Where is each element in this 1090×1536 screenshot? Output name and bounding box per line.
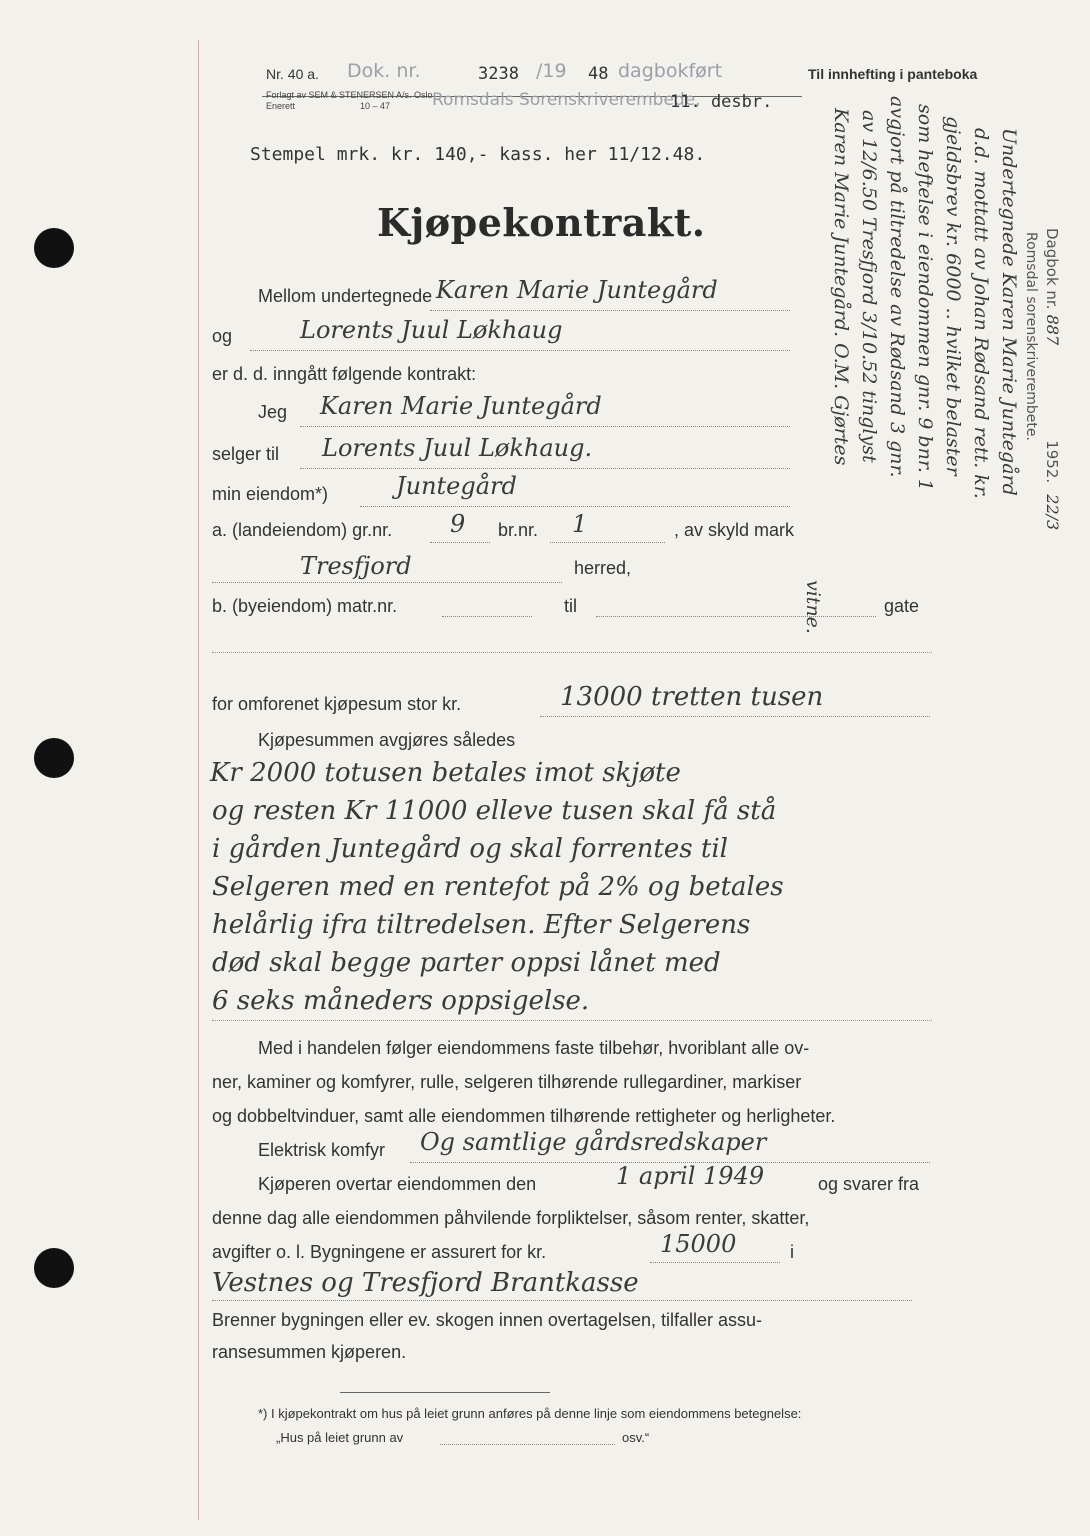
publisher-line-3: 10 – 47 xyxy=(360,101,391,111)
margin-date-value: 22/3 xyxy=(1043,494,1062,531)
panteboka-note: Til innhefting i panteboka xyxy=(808,66,978,82)
herred-value: Tresfjord xyxy=(300,552,412,580)
form-number: Nr. 40 a. xyxy=(266,66,319,82)
margin-note-line xyxy=(802,580,824,634)
margin-note-line xyxy=(970,128,992,499)
margin-note-line xyxy=(998,128,1020,496)
footnote-line: *) I kjøpekontrakt om hus på leiet grunn anføres på denne linje som eiendommens betegnelse: xyxy=(258,1406,802,1421)
insurer-value: Vestnes og Tresfjord Brantkasse xyxy=(212,1268,639,1298)
stamp-office: Romsdals Sorenskriverembede, xyxy=(432,90,701,110)
jeg-value: Karen Marie Juntegård xyxy=(320,392,602,420)
landeiendom-label: a. (landeiendom) gr.nr. xyxy=(212,520,393,540)
terms-line: og dobbeltvinduer, samt alle eiendommen tilhørende rettigheter og herligheter. xyxy=(212,1106,836,1126)
dok-year: 48 xyxy=(588,64,609,84)
gate-label: gate xyxy=(884,596,920,616)
margin-note-text: vitne. xyxy=(802,580,824,634)
dok-number: 3238 xyxy=(478,64,519,84)
blank-line xyxy=(212,652,932,653)
og-value: Lorents Juul Løkhaug xyxy=(300,316,563,344)
fill-line xyxy=(650,1262,780,1263)
terms-line: denne dag alle eiendommen påhvilende forpliktelser, såsom renter, skatter, xyxy=(212,1208,810,1228)
grnr-value: 9 xyxy=(450,510,466,538)
fill-line xyxy=(442,616,532,617)
eiendom-value: Juntegård xyxy=(396,472,517,500)
header-date: 11. desbr. xyxy=(670,92,773,112)
brnr-label: br.nr. xyxy=(498,520,539,540)
page-title: Kjøpekontrakt. xyxy=(377,200,706,245)
margin-note-line xyxy=(886,96,908,478)
byeiendom-label: b. (byeiendom) matr.nr. xyxy=(212,596,398,616)
punch-hole xyxy=(34,738,74,778)
fill-line xyxy=(550,542,665,543)
blank-line xyxy=(212,1020,932,1021)
fill-line xyxy=(300,426,790,427)
margin-stamp-block xyxy=(1043,228,1062,530)
terms-line: Med i handelen følger eiendommens faste tilbehør, hvoriblant alle ov- xyxy=(258,1038,810,1058)
eiendom-label: min eiendom*) xyxy=(212,484,329,504)
overtar-label: Kjøperen overtar eiendommen den xyxy=(258,1174,537,1194)
margin-note-line xyxy=(942,116,964,476)
elektrisk-value: Og samtlige gårdsredskaper xyxy=(420,1128,767,1156)
mellom-label: Mellom undertegnede xyxy=(258,286,433,306)
fill-line xyxy=(440,1444,615,1445)
payment-line: og resten Kr 11000 elleve tusen skal få stå xyxy=(212,796,777,826)
margin-office-text: Romsdal sorenskriverembete. xyxy=(1023,232,1039,441)
fill-line xyxy=(212,1300,912,1301)
terms-line: ner, kaminer og komfyrer, rulle, selgeren tilhørende rullegardiner, markiser xyxy=(212,1072,802,1092)
fill-line xyxy=(300,468,790,469)
margin-note-text: som heftelse i eiendommen gnr. 9 bnr. 1 xyxy=(914,104,936,491)
stamp-dok-label: Dok. nr. xyxy=(347,60,421,82)
margin-office-stamp xyxy=(1023,232,1042,441)
punch-hole xyxy=(34,1248,74,1288)
fill-line xyxy=(212,582,562,583)
fill-line xyxy=(430,310,790,311)
fill-line xyxy=(540,716,930,717)
margin-stamp-year: 1952. xyxy=(1043,440,1061,484)
jeg-label: Jeg xyxy=(258,402,288,422)
stamp-dagbokfort: dagbokført xyxy=(618,60,723,82)
footnote-line: „Hus på leiet grunn av xyxy=(276,1430,404,1445)
assurert-value: 15000 xyxy=(660,1230,737,1258)
brnr-value: 1 xyxy=(572,510,588,538)
margin-note-line xyxy=(830,108,852,465)
footnote-line: osv.“ xyxy=(622,1430,650,1445)
payment-line: død skal begge parter oppsi lånet med xyxy=(212,948,721,978)
skyld-label: , av skyld mark xyxy=(674,520,795,540)
til-label: til xyxy=(564,596,577,616)
herred-label: herred, xyxy=(574,558,632,578)
kjopesum-value: 13000 tretten tusen xyxy=(560,682,824,712)
payment-line: Kr 2000 totusen betales imot skjøte xyxy=(210,758,681,788)
margin-note-line xyxy=(914,104,936,491)
terms-line: Brenner bygningen eller ev. skogen innen overtagelsen, tilfaller assu- xyxy=(212,1310,762,1330)
selger-label: selger til xyxy=(212,444,280,464)
margin-dagbok-value: 887 xyxy=(1043,314,1062,346)
fill-line xyxy=(250,350,790,351)
punch-hole xyxy=(34,228,74,268)
payment-line: 6 seks måneders oppsigelse. xyxy=(212,986,590,1016)
margin-note-line xyxy=(858,110,880,463)
payment-line: helårlig ifra tiltredelsen. Efter Selgerens xyxy=(212,910,751,940)
stamp-year-prefix: /19 xyxy=(536,60,567,82)
terms-line: ransesummen kjøperen. xyxy=(212,1342,407,1362)
og-label: og xyxy=(212,326,233,346)
elektrisk-label: Elektrisk komfyr xyxy=(258,1140,386,1160)
selger-value: Lorents Juul Løkhaug. xyxy=(322,434,593,462)
mellom-value: Karen Marie Juntegård xyxy=(436,276,718,304)
publisher-line-2: Enerett xyxy=(266,101,296,111)
assurert-label: avgifter o. l. Bygningene er assurert for kr. xyxy=(212,1242,547,1262)
fill-line xyxy=(360,506,790,507)
fill-line xyxy=(596,616,876,617)
payment-line: i gården Juntegård og skal forrentes til xyxy=(212,834,728,864)
margin-note-text: d.d. mottatt av Johan Rødsand rett. kr. xyxy=(970,128,992,499)
footnote-rule xyxy=(340,1392,550,1393)
overtar-rest: og svarer fra xyxy=(818,1174,920,1194)
margin-rule xyxy=(198,40,199,1520)
avgjores-label: Kjøpesummen avgjøres således xyxy=(258,730,516,750)
payment-line: Selgeren med en rentefot på 2% og betales xyxy=(212,872,784,902)
margin-note-text: avgjort på tiltredelse av Rødsand 3 gnr. xyxy=(886,96,908,478)
kjopesum-label: for omforenet kjøpesum stor kr. xyxy=(212,694,462,714)
margin-note-text: av 12/6.50 Tresfjord 3/10.52 tinglyst xyxy=(858,110,880,463)
margin-note-text: Undertegnede Karen Marie Juntegård xyxy=(998,128,1020,496)
margin-note-text: Karen Marie Juntegård. O.M. Gjørtes xyxy=(830,108,852,466)
inngatt-line: er d. d. inngått følgende kontrakt: xyxy=(212,364,477,384)
margin-dagbok-label: Dagbok nr. xyxy=(1043,228,1061,310)
margin-note-text: gjeldsbrev kr. 6000 .. hvilket belaster xyxy=(942,116,964,476)
stempel-line: Stempel mrk. kr. 140,- kass. her 11/12.48. xyxy=(250,144,706,165)
fill-line xyxy=(430,542,490,543)
overtar-value: 1 april 1949 xyxy=(616,1162,765,1190)
publisher-line-1: Forlagt av SEM & STENERSEN A/s. Oslo xyxy=(266,90,433,100)
assurert-i: i xyxy=(790,1242,794,1262)
